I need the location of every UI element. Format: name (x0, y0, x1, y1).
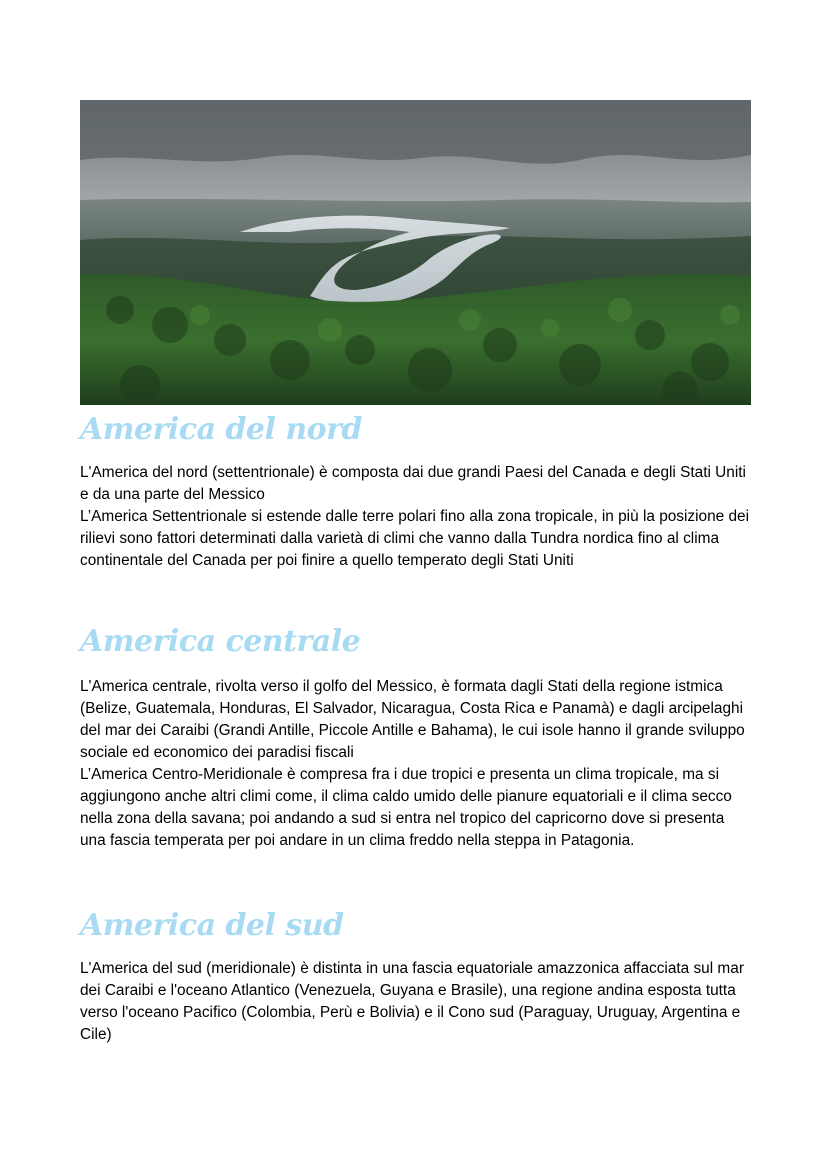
landscape-photo-icon (80, 100, 751, 405)
rainforest-river-photo (80, 100, 751, 405)
section-title-north-america: America del nord (80, 412, 362, 447)
paragraph: L'America del sud (meridionale) è distinta in una fascia equatoriale amazzonica affacciata sul mar dei Caraibi e l'oceano Atlantico (Venezuela, Guyana e Brasile), una regione andina esposta tutta verso l'oceano Pacifico (Colombia, Perù e Bolivia) e il Cono sud (Paraguay, Uruguay, Argentina e Cile) (80, 960, 744, 1043)
paragraph: L’America Settentrionale si estende dalle terre polari fino alla zona tropicale, in più la posizione dei rilievi sono fattori determinati dalla varietà di climi che vanno dalla Tundra nordica fino al clima continentale del Canada per poi finire a quello temperato degli Stati Uniti (80, 508, 750, 569)
paragraph: L'America centrale, rivolta verso il golfo del Messico, è formata dagli Stati della regione istmica (Belize, Guatemala, Honduras, El Salvador, Nicaragua, Costa Rica e Panamà) e dagli arcipelaghi del mar dei Caraibi (Grandi Antille, Piccole Antille e Bahama), le cui isole hanno il grande sviluppo sociale ed economico dei paradisi fiscali (80, 678, 745, 761)
section-body-central-america (80, 676, 750, 852)
section-title-south-america: America del sud (80, 908, 344, 943)
section-body-north-america (80, 462, 750, 572)
paragraph: L’America Centro-Meridionale è compresa fra i due tropici e presenta un clima tropicale, ma si aggiungono anche altri climi come, il clima caldo umido delle pianure equatoriali e il clima secco nella zona della savana; poi andando a sud si entra nel tropico del capricorno dove si presenta una fascia temperata per poi andare in un clima freddo nella steppa in Patagonia. (80, 766, 732, 849)
section-title-central-america: America centrale (80, 624, 361, 659)
paragraph: L'America del nord (settentrionale) è composta dai due grandi Paesi del Canada e degli Stati Uniti e da una parte del Messico (80, 464, 746, 503)
section-body-south-america (80, 958, 750, 1046)
